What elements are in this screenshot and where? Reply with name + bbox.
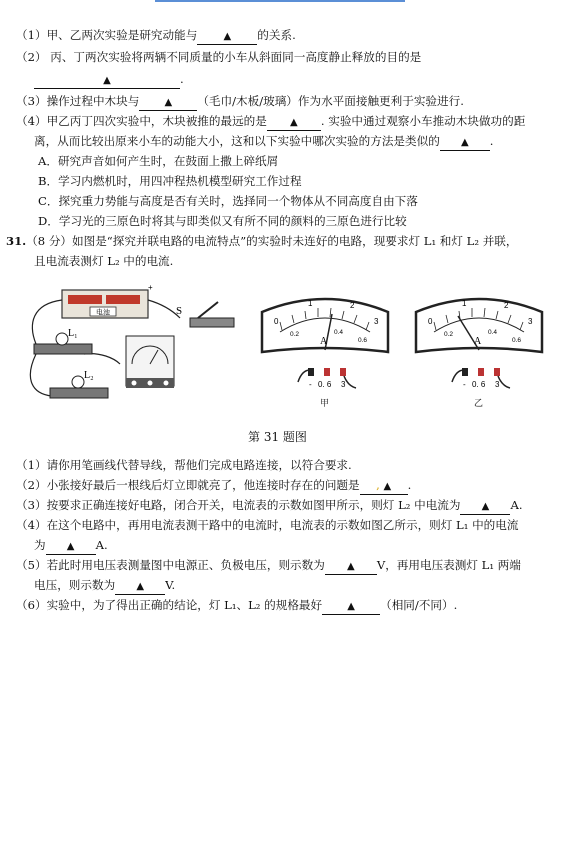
answer-blank[interactable]	[197, 28, 257, 45]
answer-blank[interactable]	[139, 94, 197, 111]
q30-part4-text: （4）甲乙丙丁四次实验中，木块被推的最远的是	[16, 114, 267, 128]
q30-part1	[16, 28, 296, 45]
tick-minor-04: 0.4	[488, 329, 498, 336]
q31-part4-cont-tail: A.	[95, 538, 108, 552]
answer-blank[interactable]	[325, 558, 377, 575]
figure-caption: 第 31 题图	[248, 430, 307, 444]
option-c: C．探究重力势能与高度是否有关时，选择同一个物体从不同高度自由下落	[38, 194, 418, 208]
blank-triangle-icon: ▲	[103, 75, 111, 86]
q30-part4	[16, 114, 525, 131]
tick-minor-02: 0.2	[290, 331, 300, 338]
answer-blank[interactable]	[34, 72, 180, 89]
q30-part3-text: （3）操作过程中木块与	[16, 94, 140, 108]
plus-sign: +	[148, 284, 153, 292]
option-b: B．学习内燃机时，用四冲程热机模型研究工作过程	[38, 174, 302, 188]
answer-blank[interactable]	[46, 538, 96, 555]
tick-3: 3	[528, 317, 533, 326]
q31-part2	[16, 478, 411, 495]
tick-0: 0	[274, 317, 279, 326]
q31-part6-tail: （相同/不同）.	[380, 598, 458, 612]
lamp2-bulb	[72, 376, 84, 388]
tick-2: 2	[350, 301, 355, 310]
blank-triangle-icon: ▲	[223, 31, 232, 42]
q30-part4-cont	[34, 134, 493, 151]
meter-symbol: A	[474, 336, 482, 347]
q31-part4-cont	[34, 538, 108, 555]
lamp1-base	[34, 344, 92, 354]
q31-part5	[16, 558, 521, 575]
answer-blank[interactable]	[322, 598, 380, 615]
option-a: A．研究声音如何产生时，在鼓面上撒上碎纸屑	[38, 154, 279, 168]
answer-blank[interactable]	[360, 478, 408, 495]
lamp2-base	[50, 388, 108, 398]
q31-part3-tail: A.	[510, 498, 523, 512]
tick-minor-04: 0.4	[334, 329, 344, 336]
q31-stem-line1: （8 分）如图是“探究并联电路的电流特点”的实验时未连好的电路，现要求灯 L₁ 和灯 L₂ 并联，	[26, 234, 518, 248]
switch-label: S	[176, 305, 183, 317]
blank-triangle-icon: ▲	[460, 137, 469, 148]
meter-yi-label: 乙	[474, 399, 484, 409]
blank-triangle-icon: ▲	[347, 601, 355, 612]
lamp1-bulb	[56, 333, 68, 345]
header-rule	[155, 0, 405, 2]
tick-minor-06: 0.6	[512, 337, 522, 344]
tick-1: 1	[462, 299, 467, 308]
lamp2-label: L₂	[84, 370, 94, 381]
q31-stem-line2: 且电流表测灯 L₂ 中的电流.	[34, 254, 174, 268]
battery-cell-2	[106, 295, 140, 304]
blank-triangle-icon: ▲	[481, 501, 490, 512]
q31-part6	[16, 598, 457, 615]
q30-part1-tail: 的关系.	[257, 28, 296, 42]
switch-lever	[198, 302, 218, 318]
q31-part4-cont-text: 为	[34, 538, 46, 552]
blank-triangle-icon: ▲	[383, 481, 392, 492]
q31-part6-text: （6）实验中，为了得出正确的结论，灯 L₁、L₂ 的规格最好	[16, 598, 323, 612]
blank-triangle-icon: ▲	[346, 561, 355, 572]
switch-base	[190, 318, 234, 327]
q30-part2-tail: .	[180, 72, 184, 86]
terminal-06: 0. 6	[472, 380, 486, 389]
option-d: D．学习光的三原色时将其与即类似又有所不同的颜料的三原色进行比较	[38, 214, 407, 228]
q31-part3-text: （3）按要求正确连接好电路，闭合开关，电流表的示数如图甲所示，则灯 L₂ 中电流为	[16, 498, 461, 512]
blank-triangle-icon: ▲	[164, 97, 173, 108]
q31-part5-tail: V，再用电压表测灯 L₁ 两端	[376, 558, 521, 572]
ammeter-yi-face	[412, 292, 546, 398]
tick-1: 1	[308, 299, 313, 308]
terminal-minus: -	[463, 380, 466, 389]
tick-0: 0	[428, 317, 433, 326]
terminal-3: 3	[495, 380, 500, 389]
tick-2: 2	[504, 301, 509, 310]
battery-label: 电池	[96, 309, 110, 317]
small-mark: ,	[376, 478, 380, 492]
q30-part1-text: （1）甲、乙两次实验是研究动能与	[16, 28, 198, 42]
tick-minor-06: 0.6	[358, 337, 368, 344]
answer-blank[interactable]	[267, 114, 321, 131]
terminal-minus: -	[309, 380, 312, 389]
q31-stem	[6, 234, 518, 248]
q31-part1: （1）请你用笔画线代替导线，帮他们完成电路连接，以符合要求.	[16, 458, 352, 472]
circuit-diagram	[22, 284, 240, 402]
q30-part3	[16, 94, 464, 111]
q31-part2-text: （2）小张接好最后一根线后灯立即就亮了，他连接时存在的问题是	[16, 478, 360, 492]
meter-symbol: A	[320, 336, 328, 347]
tick-3: 3	[374, 317, 379, 326]
battery-cell-1	[68, 295, 102, 304]
q31-part3	[16, 498, 523, 515]
question-number: 31.	[6, 234, 27, 248]
q30-part4-cont-text: 离，从而比较出原来小车的动能大小，这和以下实验中哪次实验的方法是类似的	[34, 134, 440, 148]
q31-part2-tail: .	[407, 478, 412, 492]
lamp1-label: L₁	[68, 328, 78, 339]
blank-triangle-icon: ▲	[290, 117, 298, 128]
meter-jia-label: 甲	[320, 399, 330, 409]
q30-part2-answer-line	[34, 72, 184, 89]
q30-part3-tail: （毛巾/木板/玻璃）作为水平面接触更利于实验进行.	[197, 94, 464, 108]
q31-part5-cont-text: 电压，则示数为	[34, 578, 116, 592]
terminal-06: 0. 6	[318, 380, 332, 389]
q30-part4-cont-tail: .	[489, 134, 494, 148]
q30-part2: （2） 丙、丁两次实验将两辆不同质量的小车从斜面同一高度静止释放的目的是	[16, 50, 422, 64]
q31-part4: （4）在这个电路中，再用电流表测干路中的电流时，电流表的示数如图乙所示，则灯 L₁ 中的电流	[16, 518, 519, 532]
q31-part5-text: （5）若此时用电压表测量图中电源正、负极电压，则示数为	[16, 558, 325, 572]
blank-triangle-icon: ▲	[136, 581, 145, 592]
ammeter-yi	[412, 292, 546, 409]
q31-part5-cont	[34, 578, 175, 595]
q30-part4-tail: . 实验中通过观察小车推动木块做功的距	[320, 114, 526, 128]
ammeter-jia-face	[258, 292, 392, 398]
ammeter-jia	[258, 292, 392, 409]
answer-blank[interactable]	[115, 578, 165, 595]
blank-triangle-icon: ▲	[66, 541, 75, 552]
q31-part5-cont-tail: V.	[165, 578, 176, 592]
answer-blank[interactable]	[440, 134, 490, 151]
answer-blank[interactable]	[460, 498, 510, 515]
tick-minor-02: 0.2	[444, 331, 454, 338]
terminal-3: 3	[341, 380, 346, 389]
